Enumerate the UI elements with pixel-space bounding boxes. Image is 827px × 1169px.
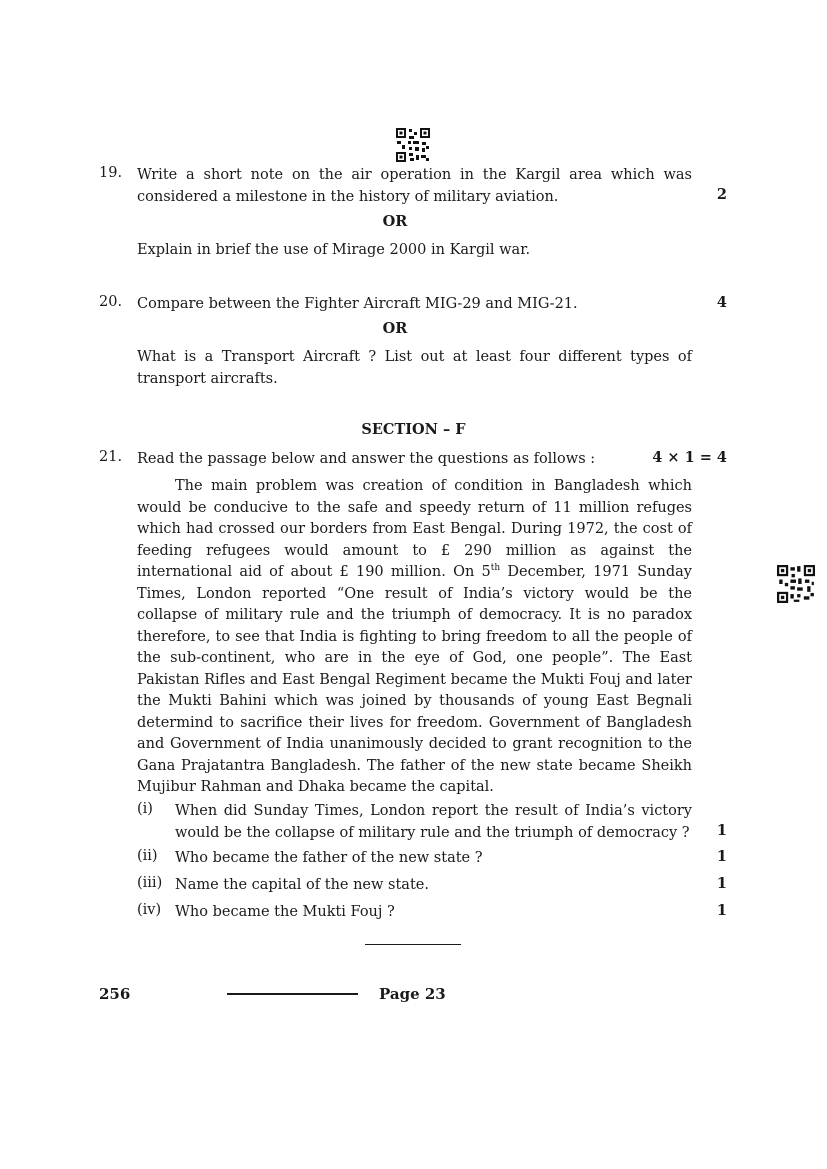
paper-code: 256: [99, 985, 131, 1003]
question-number: 19.: [99, 165, 123, 181]
question-alt-text: Explain in brief the use of Mirage 2000 in Kargil war.: [137, 242, 531, 258]
sub-question-number: (ii): [137, 848, 158, 864]
qr-code-side: [777, 565, 815, 603]
question-marks: 4: [716, 294, 727, 311]
question-prompt: Read the passage below and answer the questions as follows :: [137, 451, 596, 467]
question-alt-text: What is a Transport Aircraft ? List out at least four different types of transport aircrafts.: [137, 349, 692, 387]
sub-question-number: (iii): [137, 875, 163, 891]
section-title: SECTION – F: [361, 421, 466, 438]
sub-question-marks: 1: [716, 848, 727, 865]
sub-question-number: (iv): [137, 902, 162, 918]
or-label: OR: [382, 320, 408, 337]
question-text: Compare between the Fighter Aircraft MIG-29 and MIG-21.: [137, 296, 578, 312]
end-divider: [365, 944, 461, 945]
question-marks: 2: [716, 186, 727, 203]
sub-question-number: (i): [137, 801, 153, 817]
sub-question-text: Who became the Mukti Fouj ?: [175, 904, 395, 920]
or-label: OR: [382, 213, 408, 230]
passage: [137, 476, 692, 799]
sub-question-text: Name the capital of the new state.: [175, 877, 429, 893]
question-number: 20.: [99, 294, 123, 310]
sub-question-text: When did Sunday Times, London report the result of India’s victory would be the collapse of military rule and the triumph of democracy ?: [175, 803, 692, 841]
question-marks: 4 × 1 = 4: [652, 449, 727, 466]
sub-question-marks: 1: [716, 822, 727, 839]
footer-rule: [227, 993, 358, 995]
question-number: 21.: [99, 449, 123, 465]
question-text: Write a short note on the air operation in the Kargil area which was considered a milestone in the history of military aviation.: [137, 167, 692, 205]
sub-question-marks: 1: [716, 902, 727, 919]
passage-superscript: th: [490, 563, 501, 574]
sub-question-marks: 1: [716, 875, 727, 892]
qr-code-top: [396, 128, 430, 162]
passage-part-b: December, 1971 Sunday Times, London reported “One result of India’s victory would be the collapse of military rule and the triumph of democracy. It is no paradox therefore, to see that India is fighting to bring freedom to all the people of the sub-continent, who are in the eye of God, one people”. The East Pakistan Rifles and East Bengal Regiment became the Mukti Fouj and later the Mukti Bahini which was joined by thousands of young East Begnali determind to sacrifice their lives for freedom. Government of Bangladesh and Government of India unanimously decided to grant recognition to the Gana Prajatantra Bangladesh. The father of the new state became Sheikh Mujibur Rahman and Dhaka became the capital.: [137, 564, 692, 795]
passage-part-a: The main problem was creation of condition in Bangladesh which would be conducive to the safe and speedy return of 11 million refuges which had crossed our borders from East Bengal. During 1972, the cost of feeding refugees would amount to £ 290 million as against the international aid of about £ 190 million. On 5: [137, 478, 692, 580]
sub-question-text: Who became the father of the new state ?: [175, 850, 483, 866]
page-number: Page 23: [379, 985, 446, 1003]
